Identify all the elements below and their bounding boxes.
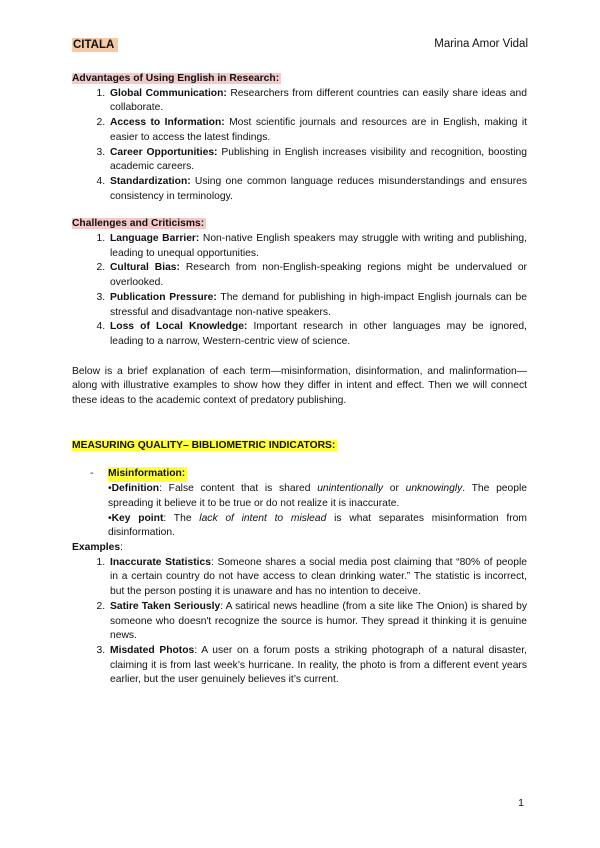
list-item	[108, 291, 527, 320]
item-term: Misdated Photos	[110, 644, 195, 656]
bullet-dot-icon: •	[108, 483, 112, 495]
challenges-list	[72, 232, 527, 350]
item-term: Access to Information:	[110, 117, 225, 129]
definition-text-3: . The people spreading it believe it to be true or do not realize it is inaccurate.	[108, 483, 527, 509]
definition-text-1: : False content that is shared	[159, 483, 318, 495]
item-term: Global Communication:	[110, 87, 227, 99]
item-text: : A user on a forum posts a striking photograph of a natural disaster, claiming it is from last week’s hurricane. In reality, the photo is from a different event years earlier, but the user genuinely believes it’s current.	[110, 644, 527, 686]
list-item	[108, 261, 527, 290]
item-text: Important research in other languages may be ignored, leading to a narrow, Western-centric view of science.	[110, 321, 527, 347]
item-term: Career Opportunities:	[110, 146, 218, 158]
advantages-heading	[72, 72, 527, 87]
examples-list	[72, 556, 527, 688]
brand-label: CITALA	[72, 38, 118, 52]
item-term: Inaccurate Statistics	[110, 556, 211, 568]
definition-line	[90, 482, 527, 511]
page-header	[72, 38, 528, 54]
advantages-list	[72, 87, 527, 205]
item-term: Standardization:	[110, 175, 191, 187]
item-term: Satire Taken Seriously	[110, 600, 221, 612]
item-term: Publication Pressure:	[110, 291, 217, 303]
list-item	[108, 600, 527, 644]
item-text: : A satirical news headline (from a site like The Onion) is shared by someone who doesn't recognize the source is humor. They spread it thinking it is genuine news.	[110, 600, 527, 642]
item-term: Language Barrier:	[110, 233, 200, 245]
key-point-line	[90, 512, 527, 541]
measuring-heading	[72, 439, 527, 454]
measuring-heading-text: MEASURING QUALITY– BIBLIOMETRIC INDICATORS:	[72, 439, 336, 451]
document-body	[72, 72, 527, 688]
list-item	[108, 87, 527, 116]
item-text: : Someone shares a social media post claiming that “80% of people in a certain country do not have access to clean drinking water.” The statistic is incorrect, but the person posting it is unaware and has no intention to deceive.	[110, 556, 527, 598]
key-point-text-2: is what separates misinformation from disinformation.	[108, 512, 527, 539]
challenges-heading-text: Challenges and Criticisms:	[72, 218, 205, 230]
advantages-heading-text: Advantages of Using English in Research:	[72, 73, 280, 84]
key-point-text-1: : The	[163, 512, 200, 524]
list-item	[108, 232, 527, 261]
item-text: Publishing in English increases visibility and recognition, boosting academic careers.	[110, 146, 527, 173]
item-text: The demand for publishing in high-impact English journals can be stressful and disadvantage non-native speakers.	[110, 291, 527, 318]
challenges-heading	[72, 217, 527, 232]
misinformation-term: Misinformation:	[108, 467, 187, 482]
definition-emphasis-2: unknowingly	[405, 483, 463, 495]
list-item	[108, 116, 527, 145]
item-text: Non-native English speakers may struggle with writing and publishing, leading to unequal opportunities.	[110, 233, 527, 259]
list-item	[108, 175, 527, 204]
item-text: Using one common language reduces misunderstandings and ensures consistency in terminology.	[110, 175, 527, 202]
examples-title: Examples	[72, 541, 121, 553]
list-item	[108, 644, 527, 688]
item-text: Researchers from different countries can easily share ideas and collaborate.	[110, 87, 527, 114]
item-term: Loss of Local Knowledge:	[110, 321, 248, 333]
item-term: Cultural Bias:	[110, 262, 180, 274]
misinformation-block	[72, 467, 527, 541]
item-text: Most scientific journals and resources are in English, making it easier to access the latest findings.	[110, 117, 527, 143]
key-point-emphasis: lack of intent to mislead	[199, 512, 327, 524]
examples-heading	[72, 541, 527, 556]
item-text: Research from non-English-speaking regions might be undervalued or overlooked.	[110, 262, 527, 289]
definition-label: Definition	[111, 483, 160, 495]
key-point-label: Key point	[111, 512, 164, 524]
list-item	[108, 146, 527, 175]
bullet-dash: -	[90, 468, 94, 480]
list-item	[108, 556, 527, 600]
list-item	[108, 320, 527, 349]
definition-emphasis-1: unintentionally	[317, 483, 384, 495]
page-number: 1	[518, 797, 524, 809]
examples-colon: :	[120, 541, 123, 553]
bullet-dot-icon: •	[108, 512, 112, 524]
author-name: Marina Amor Vidal	[434, 38, 528, 50]
definition-text-2: or	[383, 483, 406, 495]
intro-paragraph: Below is a brief explanation of each term—misinformation, disinformation, and malinformation—along with illustrative examples to show how they differ in intent and effect. Then we will connect these ideas to the academic context of predatory publishing.	[72, 365, 527, 407]
